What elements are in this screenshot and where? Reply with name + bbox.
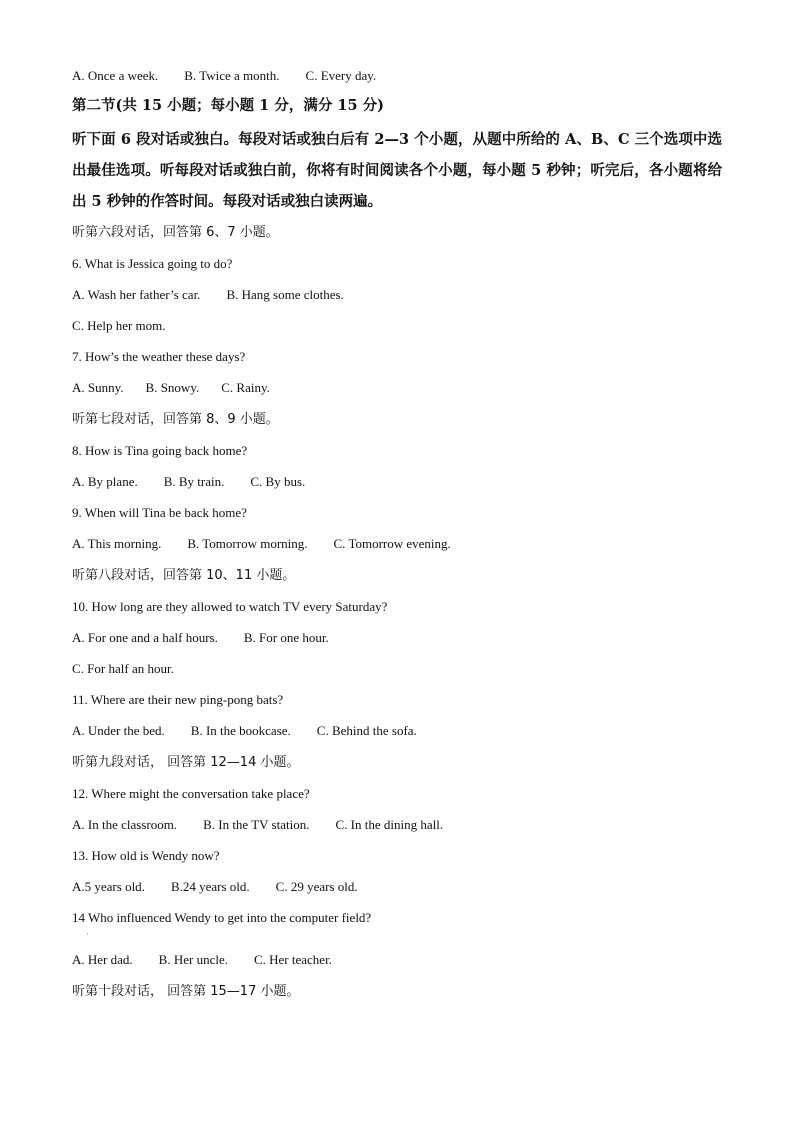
q14-option-a: A. Her dad. bbox=[72, 952, 133, 967]
q13-option-b: B.24 years old. bbox=[170, 879, 250, 894]
dialog8-heading: 听第八段对话，回答第 10、11 小题。 bbox=[72, 568, 296, 583]
question-12: 12. Where might the conversation take place? bbox=[72, 786, 310, 801]
dialog9-heading: 听第九段对话， 回答第 12—14 小题。 bbox=[72, 755, 300, 770]
q12-option-b: B. In the TV station. bbox=[203, 817, 310, 832]
q7-option-a: A. Sunny. bbox=[72, 380, 124, 395]
q8-option-a: A. By plane. bbox=[72, 474, 138, 489]
q8-options bbox=[72, 473, 305, 491]
q7-options bbox=[72, 379, 270, 397]
question-14: 14 Who influenced Wendy to get into the computer field? bbox=[72, 910, 372, 925]
q6-option-a: A. Wash her father’s car. bbox=[72, 287, 201, 302]
q9-option-b: B. Tomorrow morning. bbox=[187, 536, 308, 551]
q11-option-a: A. Under the bed. bbox=[72, 723, 165, 738]
question-10: 10. How long are they allowed to watch TV every Saturday? bbox=[72, 599, 388, 614]
q7-option-c: C. Rainy. bbox=[221, 380, 270, 395]
q14-options bbox=[72, 951, 332, 969]
q5-option-a: A. Once a week. bbox=[72, 68, 159, 83]
q13-options bbox=[72, 878, 358, 896]
q10-options bbox=[72, 629, 329, 647]
dialog6-heading: 听第六段对话，回答第 6、7 小题。 bbox=[72, 225, 279, 240]
section-title: 第二节(共 15 小题；每小题 1 分，满分 15 分) bbox=[72, 97, 384, 114]
q9-options bbox=[72, 535, 451, 553]
q14-option-b: B. Her uncle. bbox=[158, 952, 228, 967]
q8-option-b: B. By train. bbox=[163, 474, 225, 489]
q5-option-b: B. Twice a month. bbox=[184, 68, 280, 83]
q12-options bbox=[72, 816, 443, 834]
q10-option-c: C. For half an hour. bbox=[72, 661, 174, 676]
q8-option-c: C. By bus. bbox=[250, 474, 306, 489]
q12-option-a: A. In the classroom. bbox=[72, 817, 178, 832]
section-instructions: 听下面 6 段对话或独白。每段对话或独白后有 2—3 个小题，从题中所给的 A、B、C 三个选项中选出最佳选项。听每段对话或独白前，你将有时间阅读各个小题，每小题 5 秒钟；听完后，各小题将给出 5 秒钟的作答时间。每段对话或独白读两遍。 bbox=[72, 131, 722, 210]
q11-option-c: C. Behind the sofa. bbox=[316, 723, 417, 738]
q9-option-c: C. Tomorrow evening. bbox=[333, 536, 451, 551]
dialog7-heading: 听第七段对话，回答第 8、9 小题。 bbox=[72, 412, 279, 427]
q6-option-b: B. Hang some clothes. bbox=[226, 287, 344, 302]
question-7: 7. How’s the weather these days? bbox=[72, 349, 246, 364]
q6-options bbox=[72, 286, 344, 304]
question-6: 6. What is Jessica going to do? bbox=[72, 256, 233, 271]
q7-option-b: B. Snowy. bbox=[145, 380, 200, 395]
q6-option-c: C. Help her mom. bbox=[72, 318, 166, 333]
q12-option-c: C. In the dining hall. bbox=[335, 817, 444, 832]
q14-option-c: C. Her teacher. bbox=[253, 952, 332, 967]
q10-option-b: B. For one hour. bbox=[243, 630, 329, 645]
dialog10-heading: 听第十段对话， 回答第 15—17 小题。 bbox=[72, 984, 300, 999]
q13-option-c: C. 29 years old. bbox=[275, 879, 358, 894]
q13-option-a: A.5 years old. bbox=[72, 879, 145, 894]
stray-mark: · bbox=[86, 930, 89, 939]
q10-option-a: A. For one and a half hours. bbox=[72, 630, 218, 645]
q5-options bbox=[72, 67, 376, 85]
q5-option-c: C. Every day. bbox=[305, 68, 377, 83]
q11-options bbox=[72, 722, 417, 740]
question-8: 8. How is Tina going back home? bbox=[72, 443, 248, 458]
question-11: 11. Where are their new ping-pong bats? bbox=[72, 692, 284, 707]
q11-option-b: B. In the bookcase. bbox=[190, 723, 291, 738]
question-13: 13. How old is Wendy now? bbox=[72, 848, 220, 863]
q9-option-a: A. This morning. bbox=[72, 536, 162, 551]
question-9: 9. When will Tina be back home? bbox=[72, 505, 247, 520]
